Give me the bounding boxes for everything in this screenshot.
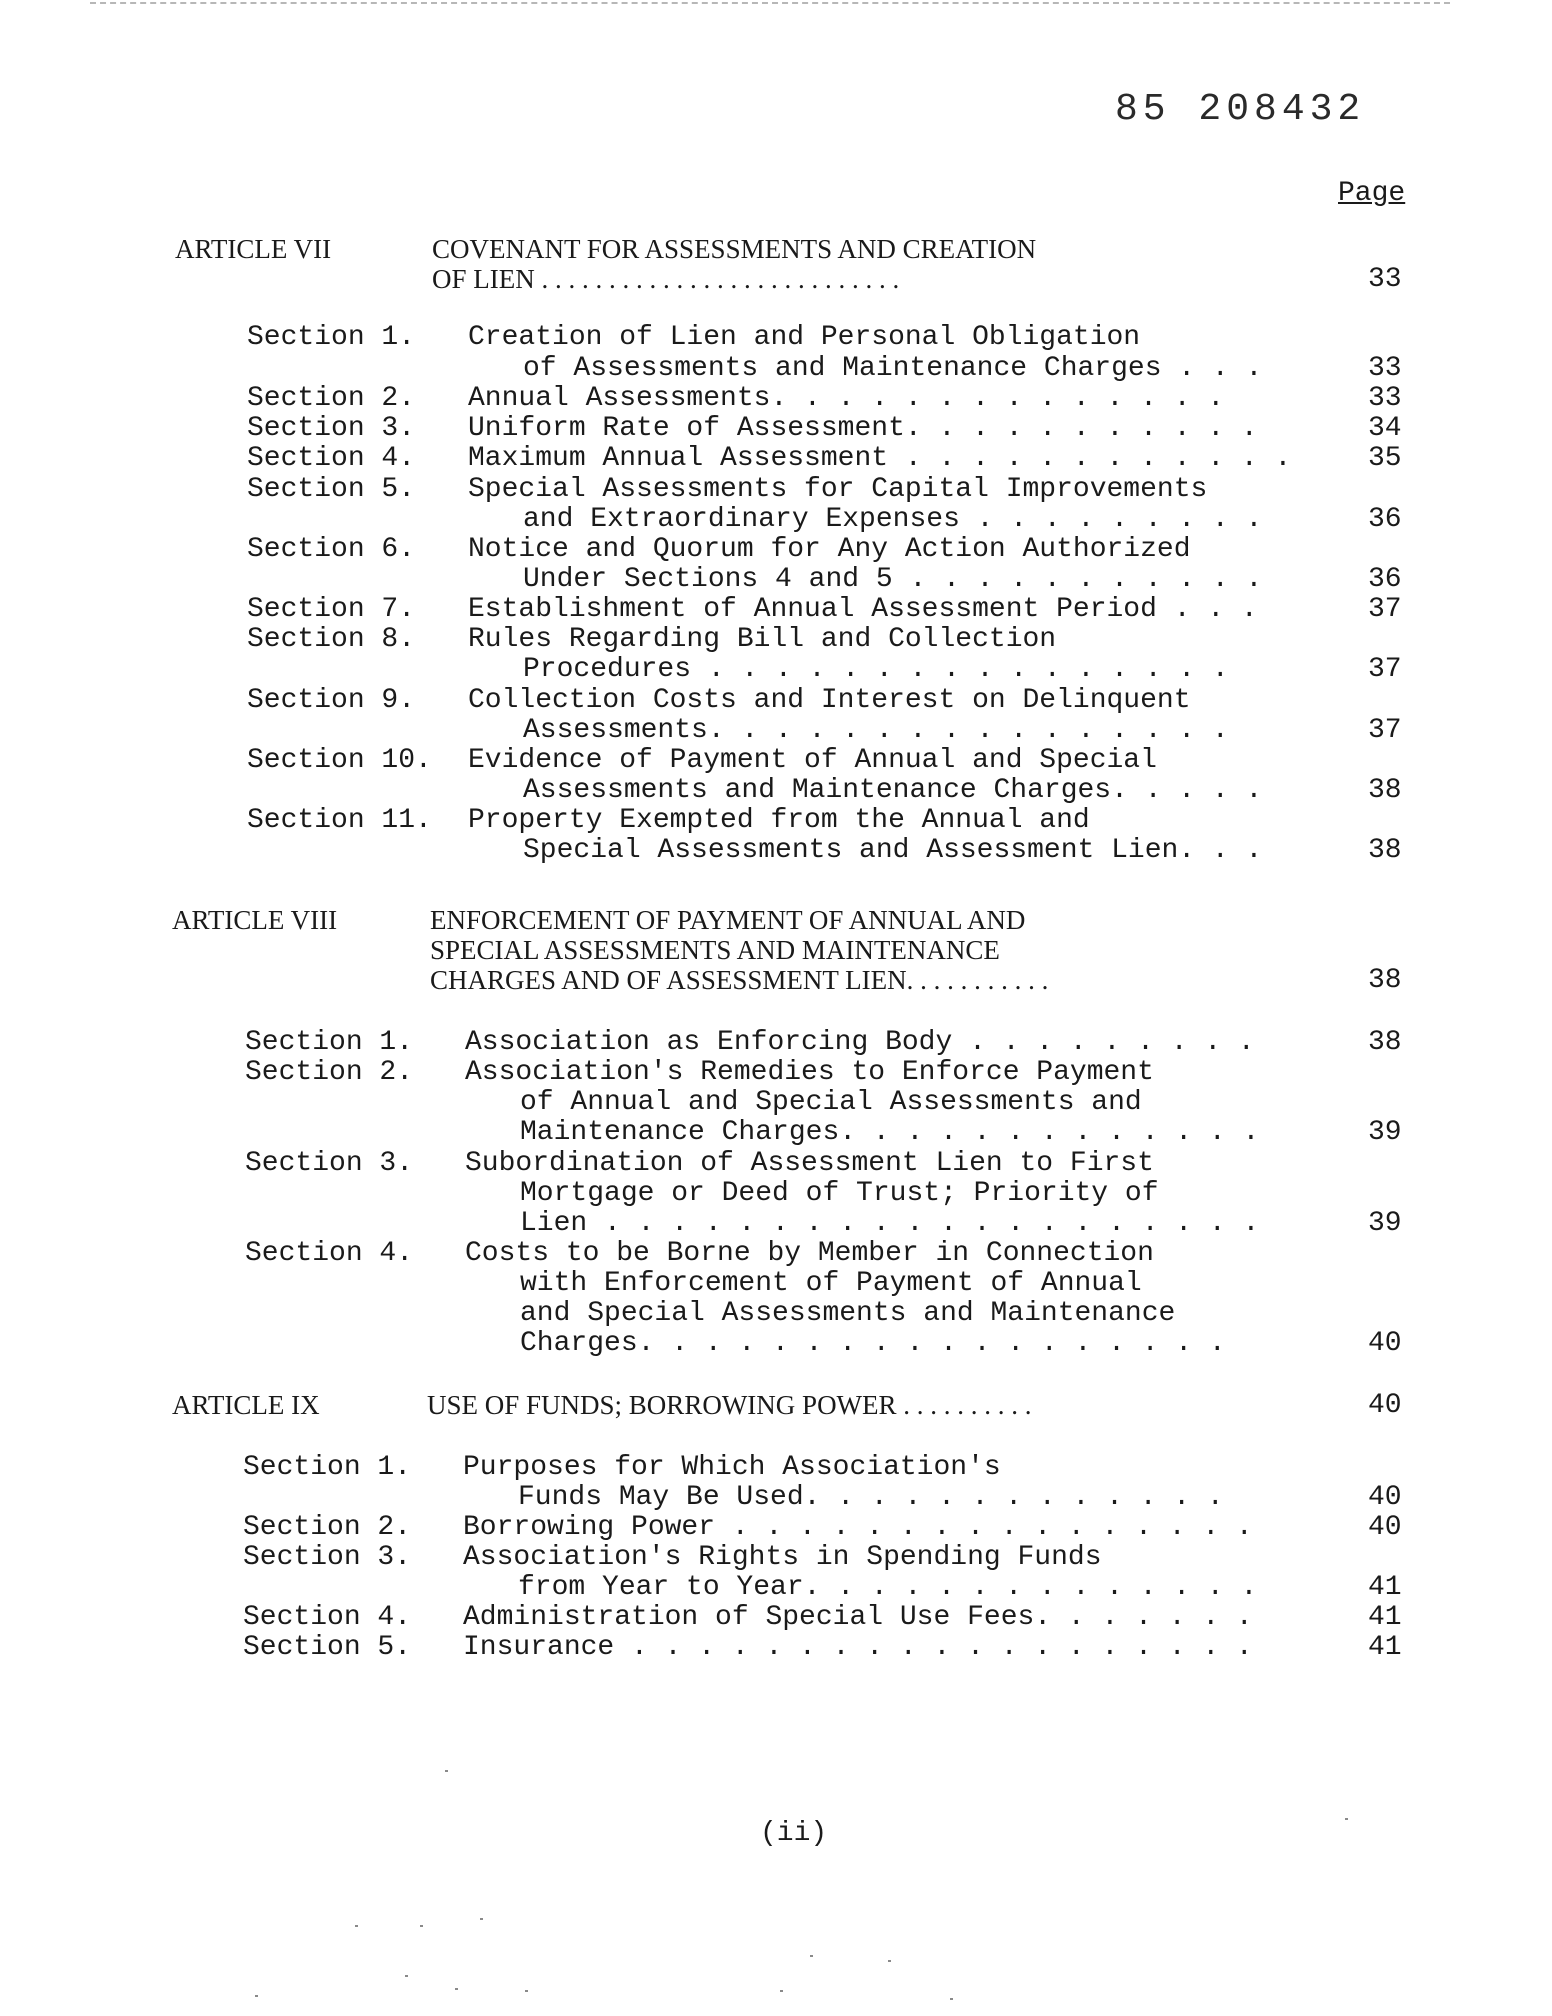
scan-speck [480,1918,483,1920]
page-number: 37 [1368,654,1402,685]
page-number: 38 [1368,775,1402,806]
article-number: ARTICLE VIII [172,905,338,935]
page-number: 40 [1368,1390,1402,1421]
scan-speck [780,1990,783,1992]
scan-speck [355,1925,358,1927]
section-number: Section 4. [245,1238,414,1269]
section-title: Assessments. . . . . . . . . . . . . . . . [523,715,1229,746]
section-number: Section 1. [247,322,416,353]
section-title: and Special Assessments and Maintenance [520,1298,1176,1329]
section-number: Section 10. [247,745,432,776]
section-number: Section 2. [245,1057,414,1088]
article-title: SPECIAL ASSESSMENTS AND MAINTENANCE [430,935,1000,965]
page-number: 40 [1368,1512,1402,1543]
page-number: 36 [1368,504,1402,535]
section-number: Section 6. [247,534,416,565]
section-title: from Year to Year. . . . . . . . . . . . . . [518,1572,1258,1603]
page-number: 37 [1368,594,1402,625]
section-title: Costs to be Borne by Member in Connection [465,1238,1154,1269]
page-number: 40 [1368,1328,1402,1359]
page-column-header: Page [1338,178,1406,209]
section-title: Special Assessments and Assessment Lien. . . [523,835,1263,866]
section-title: Administration of Special Use Fees. . . . . . . [463,1602,1253,1633]
section-title: Rules Regarding Bill and Collection [468,624,1057,655]
section-title: Under Sections 4 and 5 . . . . . . . . . . . [523,564,1263,595]
article-title: COVENANT FOR ASSESSMENTS AND CREATION [432,234,1037,264]
section-number: Section 8. [247,624,416,655]
section-title: Establishment of Annual Assessment Period . . . [468,594,1258,625]
section-number: Section 5. [247,474,416,505]
section-title: Lien . . . . . . . . . . . . . . . . . . . . [520,1208,1260,1239]
section-number: Section 2. [247,383,416,414]
section-number: Section 9. [247,685,416,716]
page-number: 35 [1368,443,1402,474]
page-number: 40 [1368,1482,1402,1513]
section-number: Section 7. [247,594,416,625]
page-number: 37 [1368,715,1402,746]
section-number: Section 3. [243,1542,412,1573]
section-title: Special Assessments for Capital Improvements [468,474,1208,505]
section-title: Mortgage or Deed of Trust; Priority of [520,1178,1159,1209]
scan-speck [1345,1818,1348,1820]
scan-speck [455,1988,458,1990]
section-title: Notice and Quorum for Any Action Authorized [468,534,1191,565]
page-number: 41 [1368,1572,1402,1603]
page-number: 33 [1368,353,1402,384]
section-title: Assessments and Maintenance Charges. . . . . [523,775,1263,806]
section-number: Section 1. [243,1452,412,1483]
section-title: Creation of Lien and Personal Obligation [468,322,1141,353]
section-title: Borrowing Power . . . . . . . . . . . . . . . . [463,1512,1253,1543]
section-title: and Extraordinary Expenses . . . . . . . . . [523,504,1263,535]
scan-speck [950,1998,953,2000]
scan-speck [888,1960,891,1962]
article-title: OF LIEN . . . . . . . . . . . . . . . . . . . . . . . . . . . [432,264,900,294]
section-title: of Assessments and Maintenance Charges . . . [523,353,1263,384]
page-number: 39 [1368,1208,1402,1239]
section-title: of Annual and Special Assessments and [520,1087,1142,1118]
scan-speck [525,1990,528,1992]
article-title: CHARGES AND OF ASSESSMENT LIEN. . . . . . . . . . . [430,965,1049,995]
section-title: Association's Rights in Spending Funds [463,1542,1102,1573]
section-title: Association's Remedies to Enforce Payment [465,1057,1154,1088]
section-number: Section 3. [245,1148,414,1179]
article-title: USE OF FUNDS; BORROWING POWER . . . . . . . . . . [427,1390,1032,1420]
scan-speck [420,1925,423,1927]
section-title: with Enforcement of Payment of Annual [520,1268,1142,1299]
page-number: 39 [1368,1117,1402,1148]
section-title: Purposes for Which Association's [463,1452,1001,1483]
section-number: Section 11. [247,805,432,836]
section-title: Funds May Be Used. . . . . . . . . . . . . [518,1482,1224,1513]
scan-edge-artifact [90,2,1450,4]
section-title: Maximum Annual Assessment . . . . . . . . . . . . [468,443,1292,474]
section-title: Uniform Rate of Assessment. . . . . . . . . . . [468,413,1258,444]
section-number: Section 5. [243,1632,412,1663]
section-title: Charges. . . . . . . . . . . . . . . . . . [520,1328,1226,1359]
scan-speck [810,1955,813,1957]
section-title: Procedures . . . . . . . . . . . . . . . . [523,654,1229,685]
page-number: 38 [1368,1027,1402,1058]
scan-speck [445,1770,448,1772]
section-title: Property Exempted from the Annual and [468,805,1090,836]
article-title: ENFORCEMENT OF PAYMENT OF ANNUAL AND [430,905,1026,935]
page-number: 41 [1368,1632,1402,1663]
section-title: Association as Enforcing Body . . . . . . . . . [465,1027,1255,1058]
section-title: Subordination of Assessment Lien to First [465,1148,1154,1179]
section-title: Collection Costs and Interest on Delinquent [468,685,1191,716]
scan-speck [405,1975,408,1977]
page-footer: (ii) [760,1818,828,1849]
section-number: Section 1. [245,1027,414,1058]
section-number: Section 2. [243,1512,412,1543]
document-number: 85 208432 [1115,88,1366,131]
page-number: 33 [1368,383,1402,414]
scan-speck [255,1995,258,1997]
section-title: Insurance . . . . . . . . . . . . . . . . . . . [463,1632,1253,1663]
section-title: Maintenance Charges. . . . . . . . . . . . . [520,1117,1260,1148]
section-title: Annual Assessments. . . . . . . . . . . . . . [468,383,1225,414]
article-number: ARTICLE IX [172,1390,320,1420]
page-number: 41 [1368,1602,1402,1633]
section-number: Section 4. [243,1602,412,1633]
page-number: 38 [1368,835,1402,866]
page-number: 34 [1368,413,1402,444]
page-number: 36 [1368,564,1402,595]
section-number: Section 4. [247,443,416,474]
section-number: Section 3. [247,413,416,444]
page-number: 33 [1368,264,1402,295]
page-number: 38 [1368,965,1402,996]
section-title: Evidence of Payment of Annual and Special [468,745,1157,776]
article-number: ARTICLE VII [175,234,332,264]
